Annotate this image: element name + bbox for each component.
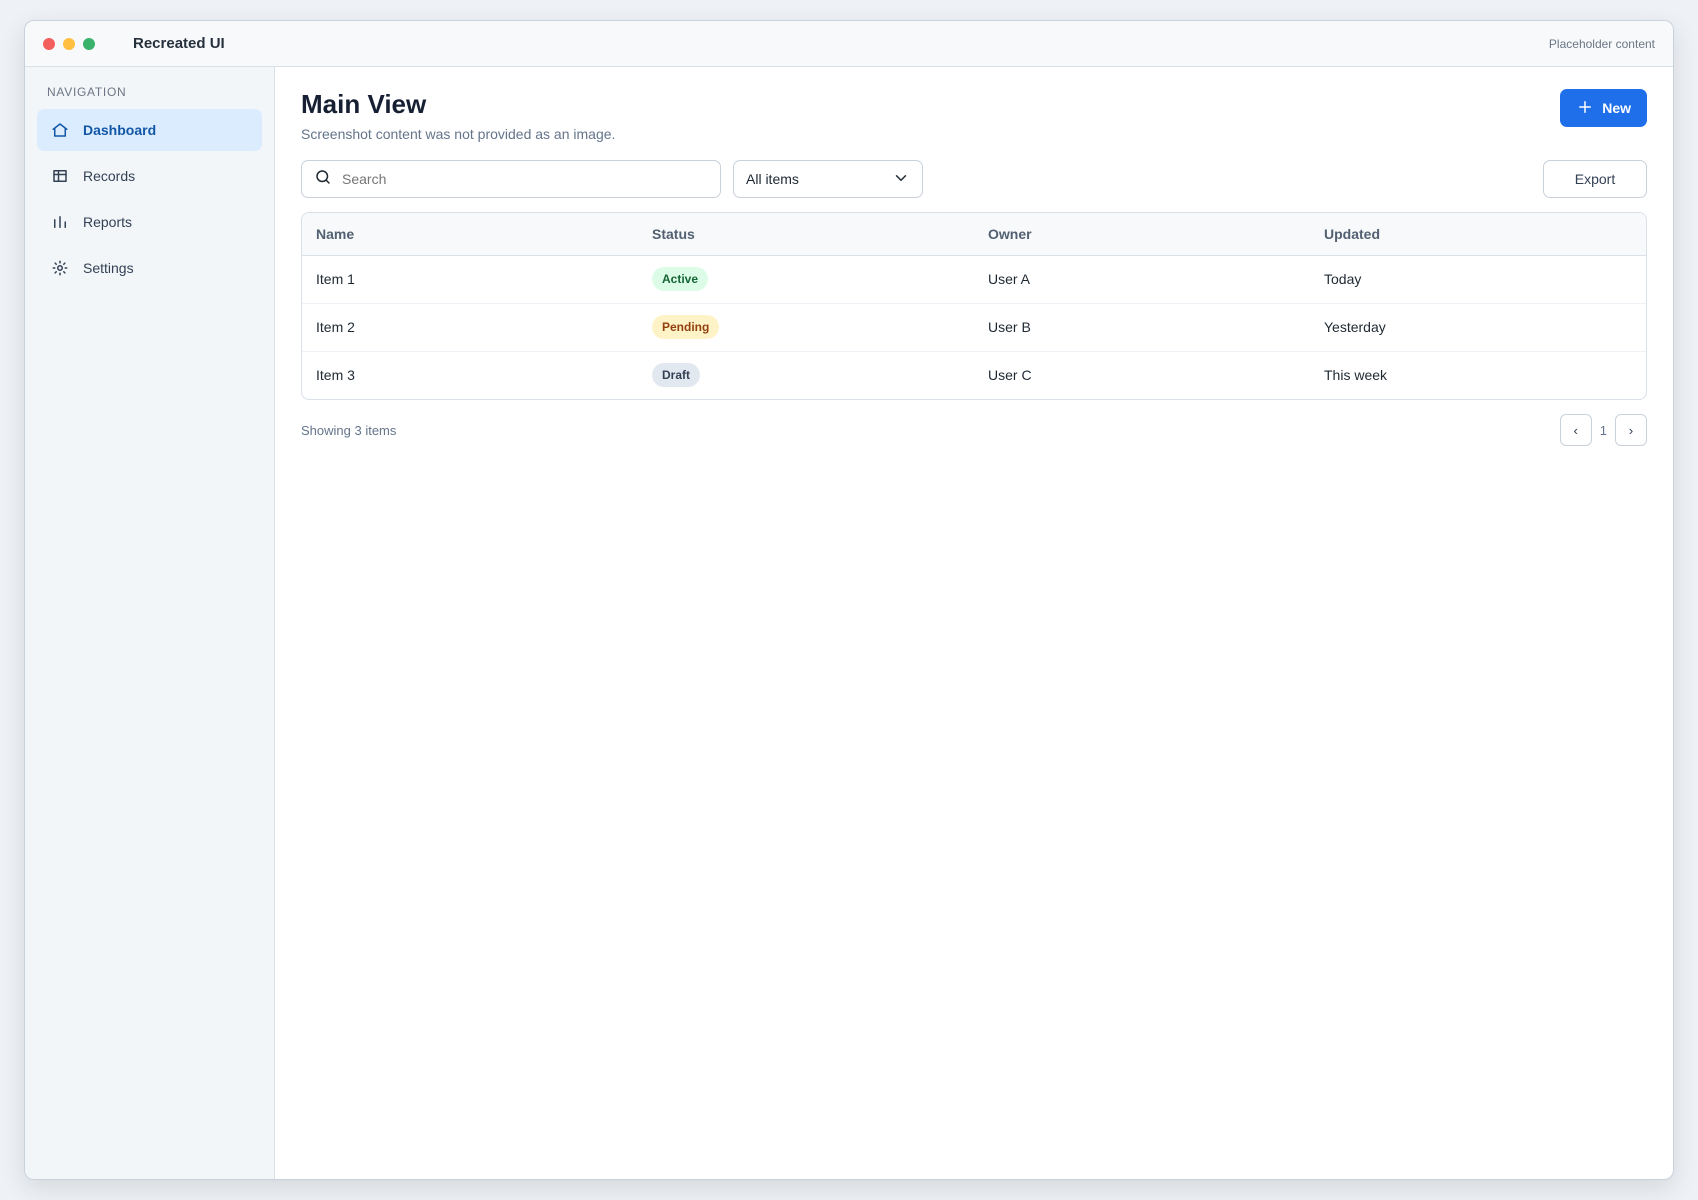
home-icon [49,119,71,141]
pagination [1560,414,1647,446]
application-window [24,20,1674,1180]
column-header-owner[interactable]: Owner [974,213,1310,255]
window-status: Placeholder content [1548,36,1655,51]
page-title: Main View [301,89,427,119]
table-header-row [302,213,1646,255]
table-row[interactable] [302,303,1646,351]
table-header [302,213,1646,255]
search-input[interactable] [340,170,708,188]
row-name: Item 1 [302,255,638,303]
table-row[interactable] [302,255,1646,303]
table-icon [49,165,71,187]
data-table [302,213,1646,399]
table-row[interactable] [302,351,1646,399]
app-body [25,67,1673,1179]
row-status-cell [638,255,974,303]
row-status-cell [638,303,974,351]
column-header-status[interactable]: Status [638,213,974,255]
title-group [301,89,615,142]
status-badge: Active [652,267,708,291]
table-footer [301,414,1647,446]
app-title: Recreated UI [133,35,225,52]
row-owner: User A [974,255,1310,303]
row-updated: This week [1324,367,1388,384]
title-bar [25,21,1673,67]
row-updated: Today [1310,255,1646,303]
table-body [302,255,1646,399]
column-header-updated[interactable]: Updated [1310,213,1646,255]
export-button[interactable]: Export [1543,160,1647,198]
new-item-button[interactable] [1560,89,1647,127]
page-subtitle: Screenshot content was not provided as an image. [301,126,616,143]
sidebar-item-reports[interactable] [37,201,262,243]
plus-icon [1576,98,1594,119]
row-owner: User B [974,303,1310,351]
new-item-label: New [1602,100,1631,116]
sidebar-item-label: Records [83,168,136,184]
row-updated: Yesterday [1310,303,1646,351]
filter-select[interactable] [733,160,923,198]
sidebar-item-label: Dashboard [83,122,157,138]
sidebar-item-settings[interactable] [37,247,262,289]
row-status-cell [638,351,974,399]
row-name: Item 3 [316,367,355,384]
gear-icon [49,257,71,279]
toolbar [301,160,1647,198]
close-window-button[interactable] [43,38,55,50]
table-summary: Showing 3 items [301,422,397,438]
sidebar-item-records[interactable] [37,155,262,197]
chevron-down-icon [892,169,910,190]
sidebar-item-dashboard[interactable] [37,109,262,151]
next-page-button[interactable]: › [1615,414,1647,446]
sidebar-item-label: Reports [83,214,133,230]
search-icon [314,168,332,191]
sidebar-heading: NAVIGATION [47,85,127,99]
sidebar [25,67,275,1179]
current-page: 1 [1599,422,1607,438]
sidebar-item-label: Settings [83,260,134,276]
status-badge: Pending [652,315,719,339]
previous-page-button[interactable]: ‹ [1560,414,1592,446]
search-box[interactable] [301,160,721,198]
header-row [301,89,1647,142]
column-header-name[interactable]: Name [302,213,638,255]
row-owner: User C [988,367,1032,384]
minimize-window-button[interactable] [63,38,75,50]
window-controls [43,38,119,50]
data-table-container [301,212,1647,400]
status-badge: Draft [652,363,700,387]
chart-icon [49,211,71,233]
filter-value: All items [746,171,799,188]
row-name: Item 2 [302,303,638,351]
main-content [275,67,1673,1179]
maximize-window-button[interactable] [83,38,95,50]
